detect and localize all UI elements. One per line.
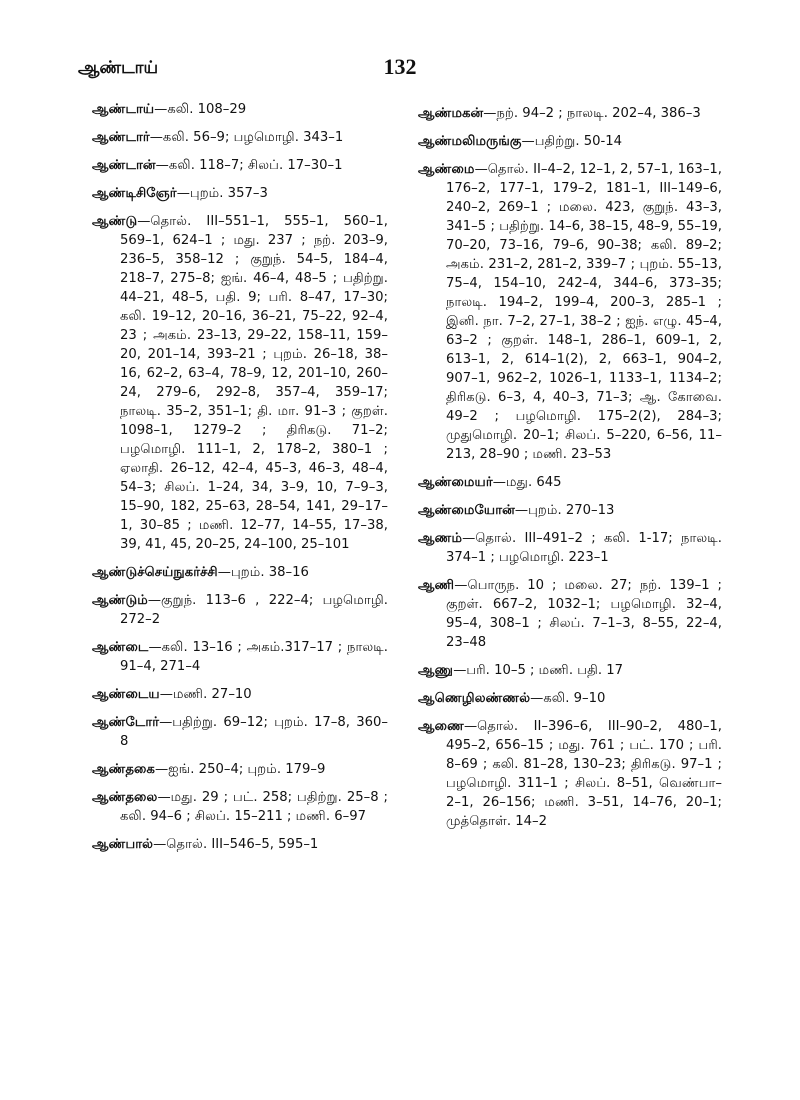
running-head: ஆண்டாய் <box>78 58 159 78</box>
index-entry <box>92 212 388 554</box>
entry-references: —பரி. 10–5 ; மணி. பதி. 17 <box>453 663 624 678</box>
index-entry <box>92 184 388 203</box>
index-entry <box>418 717 722 831</box>
entry-headword: ஆண்டுச்செய்நுகர்ச்சி <box>92 565 218 580</box>
entry-headword: ஆண்மை <box>418 162 475 177</box>
entry-references: —கலி. 108–29 <box>154 102 247 117</box>
index-entry <box>92 591 388 629</box>
entry-headword: ஆண்டு <box>92 214 138 229</box>
entry-references: —புறம். 270–13 <box>514 503 615 518</box>
entry-headword: ஆண்டைய <box>92 687 160 702</box>
entry-headword: ஆணு <box>418 663 454 678</box>
entry-references: —மணி. 27–10 <box>159 687 252 702</box>
entry-references: —தொல். III–491–2 ; கலி. 1-17; நாலடி. 374–1 ; பழமொழி. 223–1 <box>446 531 722 565</box>
index-entry <box>418 576 722 652</box>
entry-headword: ஆணெழிலண்ணல் <box>418 691 531 706</box>
entry-references: —தொல். II–4–2, 12–1, 2, 57–1, 163–1, 176–2, 177–1, 179–2, 181–1, III–149–6, 240–2, 269–1 ; மலை. 423, குறுந். 43–3, 341–5 ; பதிற்று. 14–6, 38–15, 48–9, 55–19, 70–20, 73–16, 79–6, 90–38; கலி. 89–2; அகம். 231–2, 281–2, 339–7 ; புறம். 55–13, 75–4, 154–10, 242–4, 344–6, 373–35; நாலடி. 194–2, 199–4, 200–3, 285–1 ; இனி. நா. 7–2, 27–1, 38–2 ; ஐந். எழு. 45–4, 63–2 ; குறள். 148–1, 286–1, 609–1, 2, 613–1, 2, 614–1(2), 2, 663–1, 904–2, 907–1, 962–2, 1026–1, 1133–1, 1134–2; திரிகடு. 6–3, 4, 40–3, 71–3; ஆ. கோவை. 49–2 ; பழமொழி. 175–2(2), 284–3; முதுமொழி. 20–1; சிலப். 5–220, 6–56, 11–213, 28–90 ; மணி. 23–53 <box>446 162 722 462</box>
entry-references: —புறம். 38–16 <box>217 565 309 580</box>
index-entry <box>92 835 388 854</box>
index-entry <box>92 685 388 704</box>
entry-headword: ஆண்மகன் <box>418 106 484 121</box>
index-entry <box>92 563 388 582</box>
entry-headword: ஆண்மையர் <box>418 475 493 490</box>
entry-references: —மது. 29 ; பட். 258; பதிற்று. 25–8 ; கலி. 94–6 ; சிலப். 15–211 ; மணி. 6–97 <box>120 790 388 824</box>
index-entry <box>418 132 722 151</box>
entry-references: —கலி. 9–10 <box>530 691 606 706</box>
index-entry <box>92 760 388 779</box>
entry-headword: ஆண்மலிமருங்கு <box>418 134 522 149</box>
entry-headword: ஆண்டை <box>92 640 149 655</box>
entry-references: —பதிற்று. 69–12; புறம். 17–8, 360–8 <box>120 715 388 749</box>
entry-headword: ஆணம் <box>418 531 463 546</box>
entry-headword: ஆணை <box>418 719 464 734</box>
entry-headword: ஆண்டார் <box>92 130 150 145</box>
entry-references: —பதிற்று. 50-14 <box>521 134 623 149</box>
entry-references: —குறுந். 113–6 , 222–4; பழமொழி. 272–2 <box>120 593 388 627</box>
entry-headword: ஆண்டோர் <box>92 715 160 730</box>
index-entry <box>92 128 388 147</box>
index-entry <box>92 156 388 175</box>
entry-headword: ஆண்பால் <box>92 837 154 852</box>
entry-headword: ஆண்டும் <box>92 593 148 608</box>
entry-references: —ஐங். 250–4; புறம். 179–9 <box>154 762 326 777</box>
index-entry <box>418 689 722 708</box>
entry-references: —தொல். III–546–5, 595–1 <box>153 837 319 852</box>
index-entry <box>418 529 722 567</box>
entry-references: —மது. 645 <box>492 475 562 490</box>
entry-references: —நற். 94–2 ; நாலடி. 202–4, 386–3 <box>483 106 701 121</box>
entry-references: —தொல். II–396–6, III–90–2, 480–1, 495–2, 656–15 ; மது. 761 ; பட். 170 ; பரி. 8–69 ; கலி. 81–28, 130–23; திரிகடு. 97–1 ; பழமொழி. 311–1 ; சிலப். 8–51, வெண்பா–2–1, 26–156; மணி. 3–51, 14–76, 20–1; முத்தொள். 14–2 <box>446 719 722 829</box>
right-column <box>418 104 722 840</box>
entry-references: —பொருந. 10 ; மலை. 27; நற். 139–1 ; குறள். 667–2, 1032–1; பழமொழி. 32–4, 95–4, 308–1 ; சிலப். 7–1–3, 8–55, 22–4, 23–48 <box>446 578 722 650</box>
entry-headword: ஆண்தலை <box>92 790 158 805</box>
entry-references: —தொல். III–551–1, 555–1, 560–1, 569–1, 624–1 ; மது. 237 ; நற். 203–9, 236–5, 358–12 ; குறுந். 54–5, 184–4, 218–7, 275–8; ஐங். 46–4, 48–5 ; பதிற்று. 44–21, 48–5, பதி. 9; பரி. 8–47, 17–30; கலி. 19–12, 20–16, 36–21, 75–22, 92–4, 23 ; அகம். 23–13, 29–22, 158–11, 159–20, 201–14, 393–21 ; புறம். 26–18, 38–16, 62–2, 63–4, 78–9, 12, 201–10, 260–24, 279–6, 292–8, 357–4, 359–17; நாலடி. 35–2, 351–1; தி. மா. 91–3 ; குறள். 1098–1, 1279–2 ; திரிகடு. 71–2; பழமொழி. 111–1, 2, 178–2, 380–1 ; ஏலாதி. 26–12, 42–4, 45–3, 46–3, 48–4, 54–3; சிலப். 1–24, 34, 3–9, 10, 7–9–3, 15–90, 182, 25–63, 28–54, 141, 29–17–1, 30–85 ; மணி. 12–77, 14–55, 17–38, 39, 41, 45, 20–25, 24–100, 25–101 <box>120 214 388 552</box>
entry-headword: ஆணி <box>418 578 455 593</box>
entry-references: —கலி. 13–16 ; அகம்.317–17 ; நாலடி. 91–4, 271–4 <box>120 640 388 674</box>
index-entry <box>92 100 388 119</box>
index-entry <box>92 638 388 676</box>
index-entry <box>418 473 722 492</box>
entry-headword: ஆண்தகை <box>92 762 155 777</box>
index-entry <box>92 713 388 751</box>
entry-headword: ஆண்டிசிஞேர் <box>92 186 177 201</box>
left-column <box>92 100 388 863</box>
index-entry <box>418 160 722 464</box>
index-entry <box>418 104 722 123</box>
entry-headword: ஆண்டான் <box>92 158 156 173</box>
entry-references: —கலி. 118–7; சிலப். 17–30–1 <box>155 158 343 173</box>
entry-headword: ஆண்டாய் <box>92 102 155 117</box>
index-entry <box>418 501 722 520</box>
index-entry <box>418 661 722 680</box>
page-number: 132 <box>383 54 417 79</box>
entry-references: —புறம். 357–3 <box>176 186 268 201</box>
entry-headword: ஆண்மையோன் <box>418 503 515 518</box>
entry-references: —கலி. 56–9; பழமொழி. 343–1 <box>149 130 344 145</box>
index-entry <box>92 788 388 826</box>
